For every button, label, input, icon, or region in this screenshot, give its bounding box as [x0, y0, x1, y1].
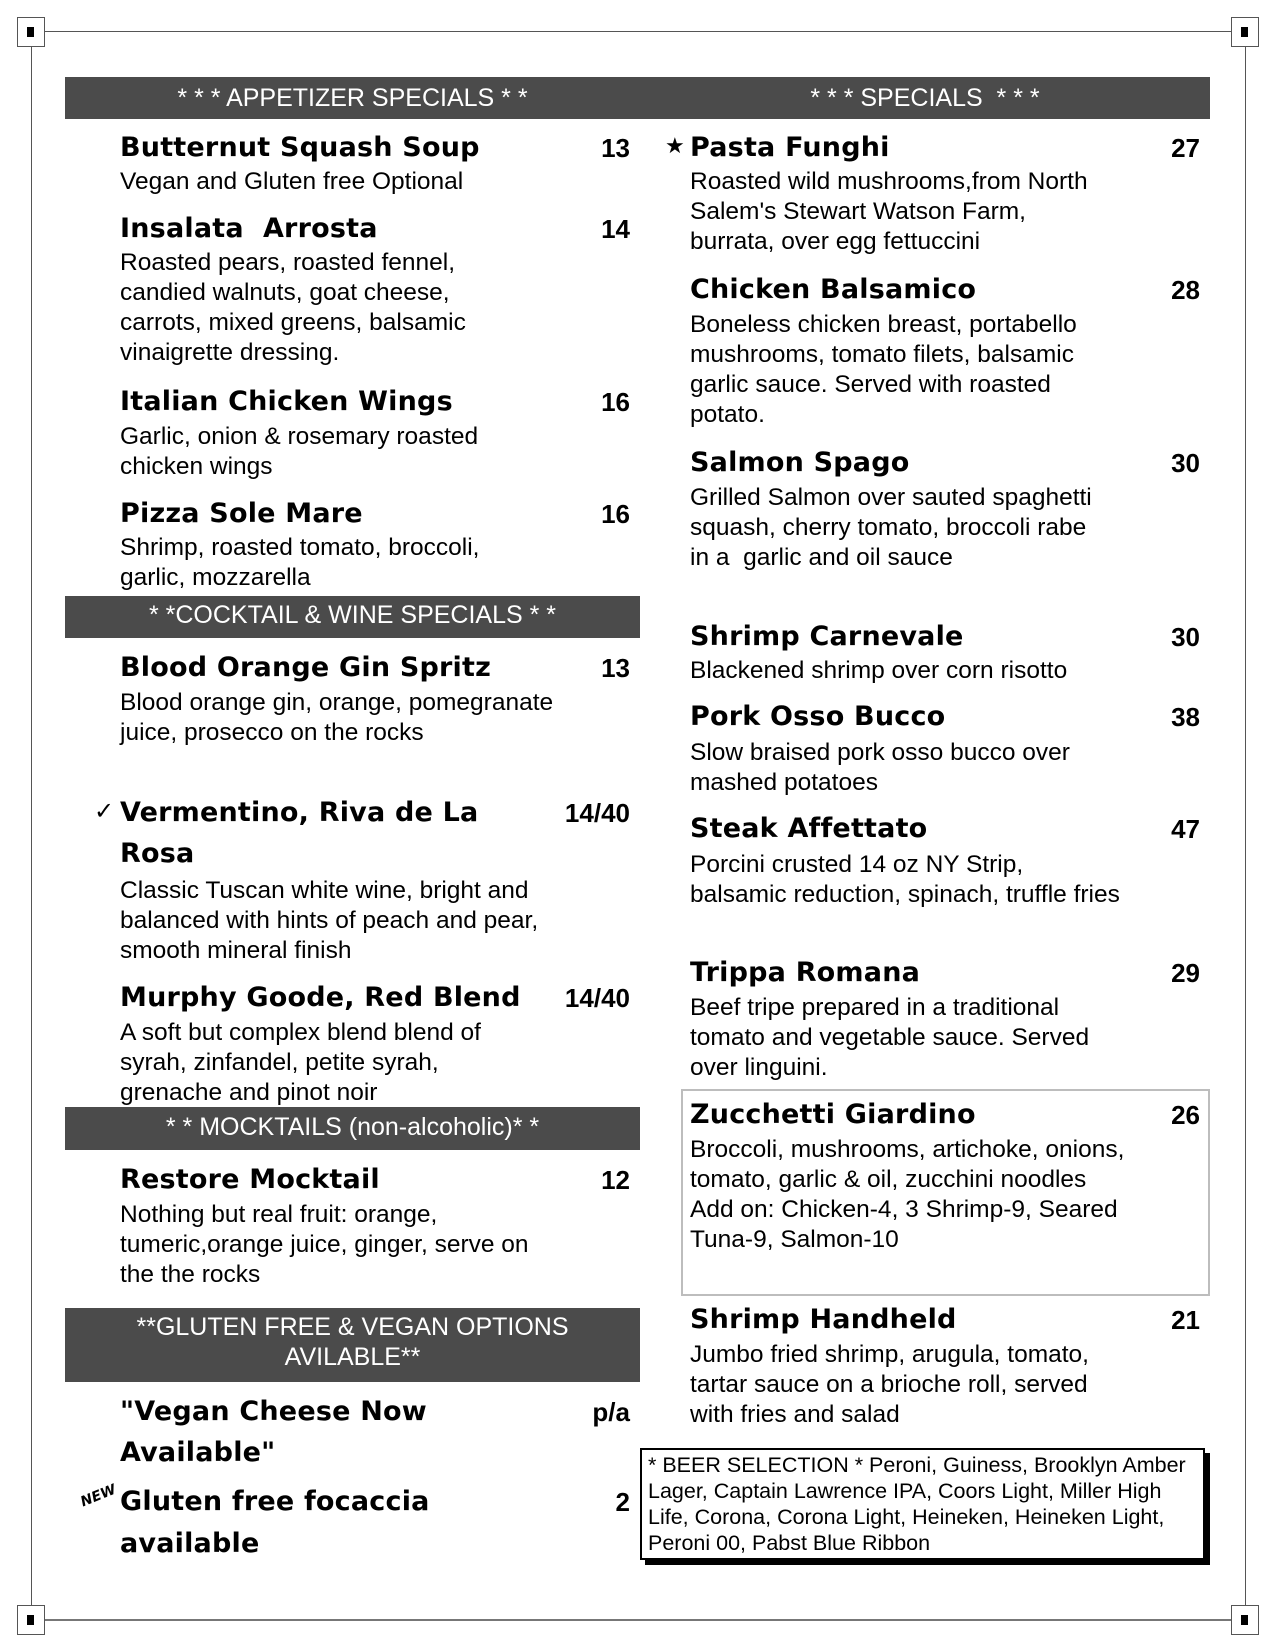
item-name: Steak Affettato — [690, 813, 928, 844]
item-name-line1: "Vegan Cheese Now — [120, 1396, 427, 1427]
frame-top-line — [44, 31, 1231, 32]
item-price: 14/40 — [564, 798, 630, 828]
mocktails-header: * * MOCKTAILS (non-alcoholic)* * — [65, 1107, 640, 1150]
item-price: 38 — [1171, 702, 1200, 732]
item-description: Boneless chicken breast, portabello mushrooms, tomato filets, balsamic garlic sauce. Served with roasted potato. — [690, 311, 1077, 428]
item-price: 47 — [1171, 814, 1200, 844]
item-description: Slow braised pork osso bucco over mashed potatoes — [690, 739, 1070, 796]
frame-left-line — [31, 46, 32, 1606]
item-price: 13 — [601, 133, 630, 163]
item-price: 16 — [601, 387, 630, 417]
item-description: Vegan and Gluten free Optional — [120, 168, 464, 195]
item-description: Blood orange gin, orange, pomegranate juice, prosecco on the rocks — [120, 689, 554, 746]
item-price: p/a — [592, 1397, 630, 1427]
item-name: Blood Orange Gin Spritz — [120, 652, 492, 683]
item-description: A soft but complex blend blend of syrah, zinfandel, petite syrah, grenache and pinot noir — [120, 1019, 481, 1106]
item-description: Porcini crusted 14 oz NY Strip, balsamic reduction, spinach, truffle fries — [690, 851, 1120, 908]
item-price: 21 — [1171, 1305, 1200, 1335]
corner-handle-top-left — [17, 17, 45, 47]
item-name-line1: Gluten free focaccia — [120, 1486, 430, 1517]
item-price: 26 — [1171, 1100, 1200, 1130]
item-name: Butternut Squash Soup — [120, 132, 480, 163]
item-price: 12 — [601, 1165, 630, 1195]
item-name: Zucchetti Giardino — [690, 1099, 976, 1130]
frame-bottom-line — [44, 1619, 1231, 1621]
item-price: 28 — [1171, 275, 1200, 305]
item-description: Roasted wild mushrooms,from North Salem's Stewart Watson Farm, burrata, over egg fettuccini — [690, 168, 1088, 255]
item-description: Broccoli, mushrooms, artichoke, onions, tomato, garlic & oil, zucchini noodles Add on: Chicken-4, 3 Shrimp-9, Seared Tuna-9, Salmon-10 — [690, 1136, 1125, 1253]
item-name: Trippa Romana — [690, 957, 921, 988]
item-description: Roasted pears, roasted fennel, candied walnuts, goat cheese, carrots, mixed greens, balsamic vinaigrette dressing. — [120, 249, 466, 366]
item-price: 13 — [601, 653, 630, 683]
star-icon: ★ — [665, 133, 685, 158]
item-description: Jumbo fried shrimp, arugula, tomato, tartar sauce on a brioche roll, served with fries and salad — [690, 1341, 1089, 1428]
item-name: Pizza Sole Mare — [120, 498, 363, 529]
item-price: 2 — [615, 1487, 630, 1517]
item-price: 29 — [1171, 958, 1200, 988]
item-name-line2: Rosa — [120, 838, 195, 869]
item-description: Beef tripe prepared in a traditional tomato and vegetable sauce. Served over linguini. — [690, 994, 1090, 1081]
corner-handle-bottom-left — [17, 1605, 45, 1635]
item-name: Pork Osso Bucco — [690, 701, 946, 732]
gluten-free-header-line1: **GLUTEN FREE & VEGAN OPTIONS — [136, 1313, 569, 1341]
new-badge: NEW — [78, 1481, 119, 1511]
item-name: Restore Mocktail — [120, 1164, 380, 1195]
item-price: 14/40 — [564, 983, 630, 1013]
corner-handle-top-right — [1231, 17, 1259, 47]
item-price: 16 — [601, 499, 630, 529]
item-name: Shrimp Handheld — [690, 1304, 957, 1335]
item-description: Classic Tuscan white wine, bright and balanced with hints of peach and pear, smooth mineral finish — [120, 877, 539, 964]
corner-handle-bottom-right — [1231, 1605, 1259, 1635]
item-name-line2: available — [120, 1528, 260, 1559]
item-description: Shrimp, roasted tomato, broccoli, garlic, mozzarella — [120, 534, 480, 591]
item-name: Insalata Arrosta — [120, 213, 378, 244]
item-price: 30 — [1171, 622, 1200, 652]
item-price: 27 — [1171, 133, 1200, 163]
item-name: Italian Chicken Wings — [120, 386, 453, 417]
item-name-line1: Vermentino, Riva de La — [120, 797, 479, 828]
item-description: Grilled Salmon over sauted spaghetti squash, cherry tomato, broccoli rabe in a garlic and oil sauce — [690, 484, 1099, 571]
appetizer-specials-header: * * * APPETIZER SPECIALS * * — [65, 77, 640, 119]
item-description: Blackened shrimp over corn risotto — [690, 657, 1068, 684]
beer-selection-box: * BEER SELECTION * Peroni, Guiness, Brooklyn Amber Lager, Captain Lawrence IPA, Coors Light, Miller High Life, Corona, Corona Light, Heineken, Heineken Light, Peroni 00, Pabst Blue Ribbon — [640, 1448, 1205, 1560]
frame-right-line — [1245, 46, 1246, 1606]
item-price: 30 — [1171, 448, 1200, 478]
cocktail-wine-specials-header: * *COCKTAIL & WINE SPECIALS * * — [65, 596, 640, 638]
item-price: 14 — [601, 214, 630, 244]
item-description: Garlic, onion & rosemary roasted chicken wings — [120, 423, 479, 480]
item-name: Murphy Goode, Red Blend — [120, 982, 521, 1013]
item-name: Salmon Spago — [690, 447, 910, 478]
item-name-line2: Available" — [120, 1437, 276, 1468]
item-description: Nothing but real fruit: orange, tumeric,orange juice, ginger, serve on the the rocks — [120, 1201, 529, 1288]
gluten-free-vegan-header — [65, 1308, 640, 1382]
item-name: Shrimp Carnevale — [690, 621, 964, 652]
item-name: Chicken Balsamico — [690, 274, 977, 305]
item-name: Pasta Funghi — [690, 132, 890, 163]
checkmark-icon: ✓ — [94, 798, 115, 825]
specials-header: * * * SPECIALS * * * — [640, 77, 1210, 119]
gluten-free-header-line2: AVILABLE** — [284, 1343, 421, 1371]
